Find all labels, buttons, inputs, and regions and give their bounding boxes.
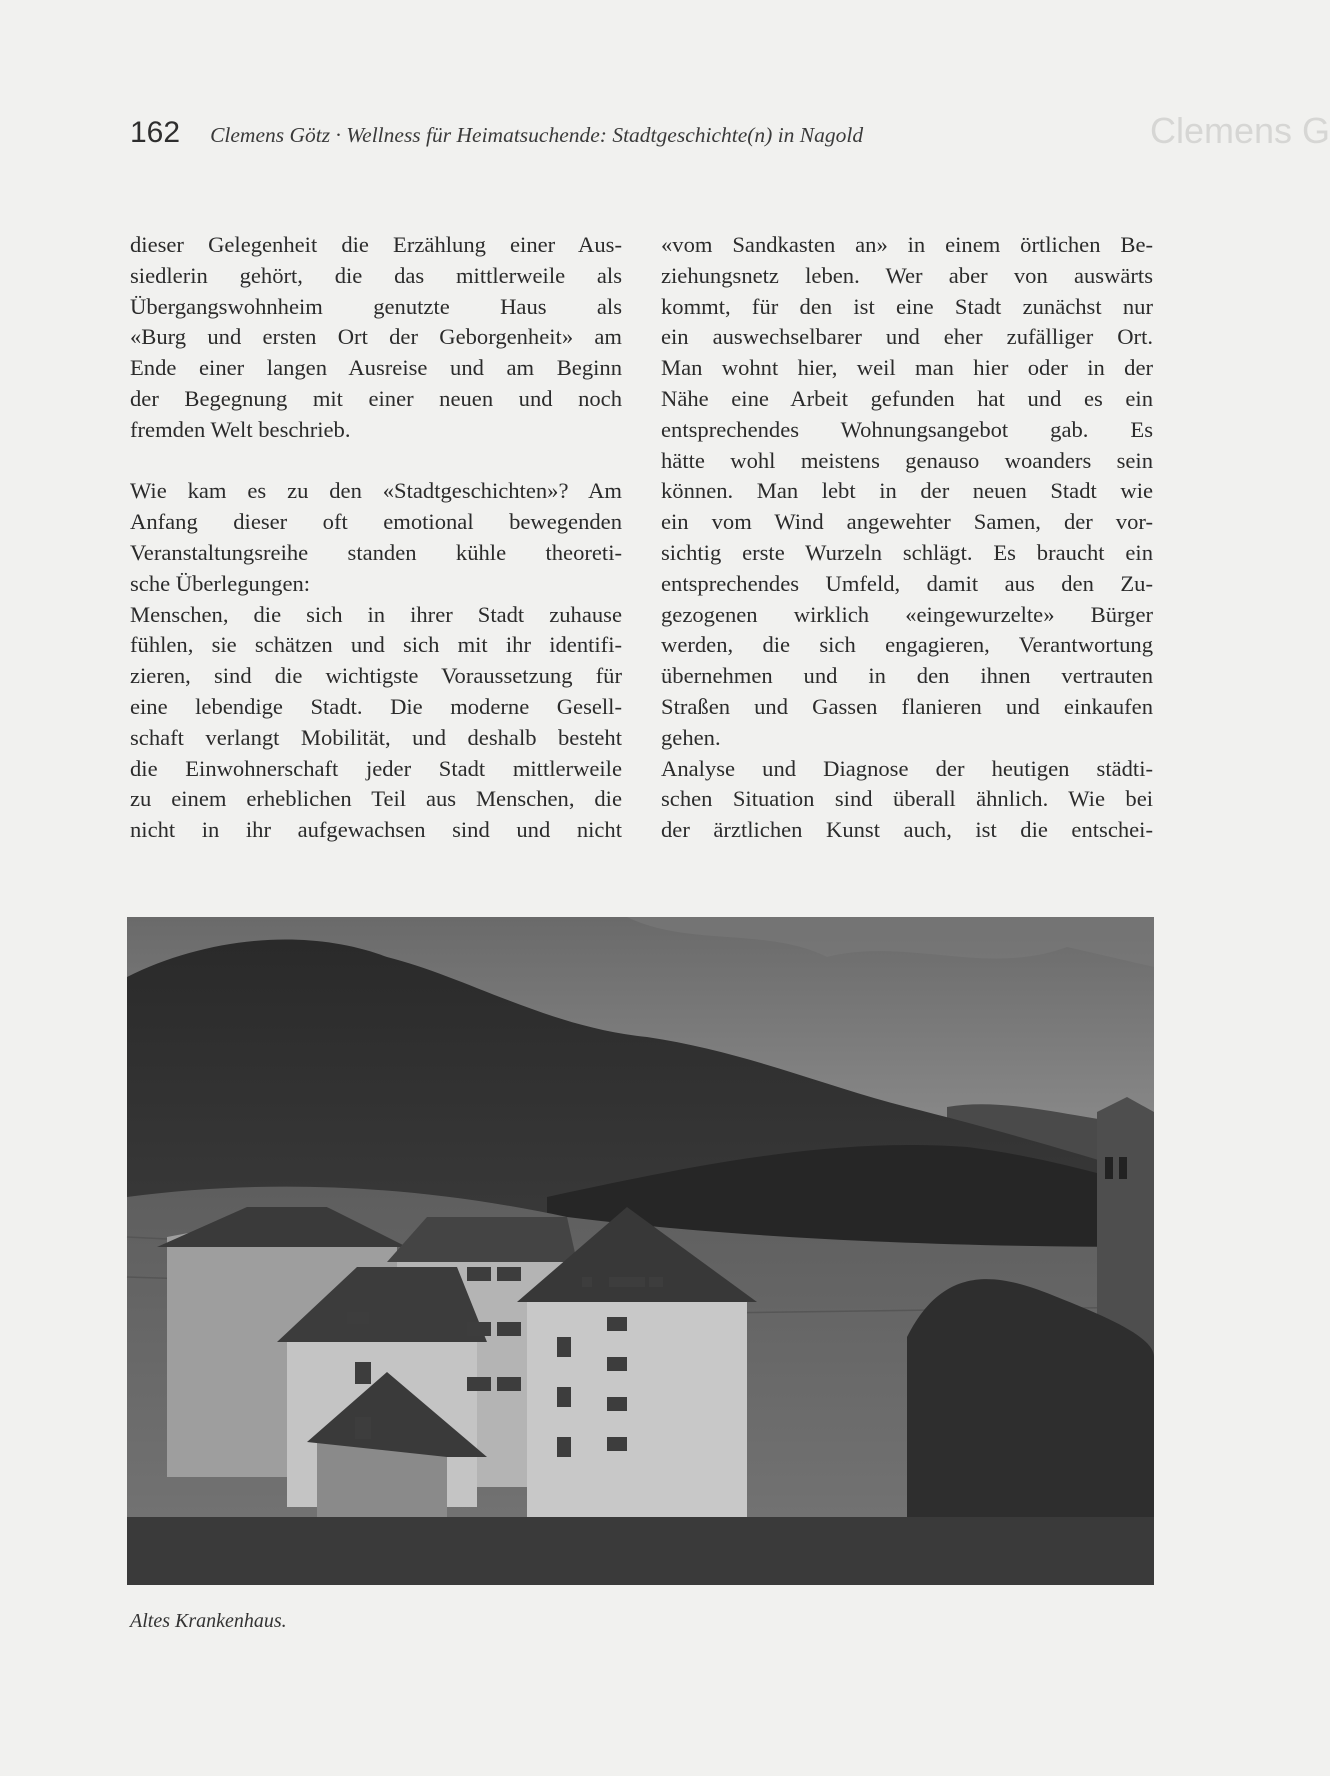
paragraph [661,754,1153,846]
text-line: siedlerin gehört, die das mittlerweile als [130,262,622,288]
text-line: übernehmen und in den ihnen vertrauten [661,663,1153,689]
text-line: ein vom Wind angewehter Samen, der vor- [661,509,1153,535]
paragraph [130,600,622,846]
text-line: Man wohnt hier, weil man hier oder in der [661,355,1153,381]
text-line: fühlen, sie schätzen und sich mit ihr identifi- [130,632,622,658]
text-line: der Begegnung mit einer neuen und noch [130,385,622,411]
left-column [130,230,622,846]
text-line: sichtig erste Wurzeln schlägt. Es braucht ein [661,539,1153,565]
text-line: Wie kam es zu den «Stadtgeschichten»? Am [130,478,622,504]
page-header [130,116,980,156]
text-line: «vom Sandkasten an» in einem örtlichen Be- [661,232,1153,257]
text-line: schen Situation sind überall ähnlich. Wie bei [661,786,1153,812]
text-line: eine lebendige Stadt. Die moderne Gesell- [130,693,622,719]
text-line: entsprechendes Umfeld, damit aus den Zu- [661,570,1153,596]
text-line: gezogenen wirklich «eingewurzelte» Bürger [661,601,1153,627]
text-line: der ärztlichen Kunst auch, ist die entschei- [661,817,1153,843]
text-line: schaft verlangt Mobilität, und deshalb besteht [130,724,622,750]
figure-caption: Altes Krankenhaus. [130,1610,287,1632]
text-line: kommt, für den ist eine Stadt zunächst nur [661,293,1153,319]
text-line: können. Man lebt in der neuen Stadt wie [661,478,1153,504]
text-line: Straßen und Gassen flanieren und einkaufen [661,693,1153,719]
text-line: entsprechendes Wohnungsangebot gab. Es [661,416,1153,442]
text-line: Übergangswohnheim genutzte Haus als [130,293,622,319]
text-line: sche Überlegungen: [130,570,311,596]
text-line: Analyse und Diagnose der heutigen städti- [661,755,1153,781]
text-line: zu einem erheblichen Teil aus Menschen, die [130,786,622,812]
text-line: die Einwohnerschaft jeder Stadt mittlerweile [130,755,622,781]
photo-illustration [127,917,1154,1585]
paragraph [130,230,622,446]
text-line: ein auswechselbarer und eher zufälliger Ort. [661,324,1153,350]
text-line: Veranstaltungsreihe standen kühle theoreti- [130,539,622,565]
text-line: «Burg und ersten Ort der Geborgenheit» am [130,324,622,350]
text-line: fremden Welt beschrieb. [130,416,351,442]
bleed-through: Clemens G [1150,110,1330,151]
text-line: Anfang dieser oft emotional bewegenden [130,509,622,535]
text-line: Menschen, die sich in ihrer Stadt zuhause [130,601,622,627]
paragraph [661,230,1153,754]
text-line: werden, die sich engagieren, Verantwortung [661,632,1153,658]
text-line: dieser Gelegenheit die Erzählung einer Aus- [130,232,622,257]
page-number: 162 [130,116,181,149]
hospital-photograph [127,917,1154,1585]
text-line: ziehungsnetz leben. Wer aber von auswärts [661,262,1153,288]
text-line: Ende einer langen Ausreise und am Beginn [130,355,622,381]
right-column [661,230,1153,846]
running-head: Clemens Götz · Wellness für Heimatsuchende: Stadtgeschichte(n) in Nagold [210,123,864,147]
text-line: Nähe eine Arbeit gefunden hat und es ein [661,385,1153,411]
foreground [127,1517,1154,1585]
text-line: hätte wohl meistens genauso woanders sein [661,447,1153,473]
paragraph [130,476,622,599]
text-line: nicht in ihr aufgewachsen sind und nicht [130,817,622,843]
text-line: zieren, sind die wichtigste Voraussetzung für [130,663,622,689]
text-line: gehen. [661,724,721,750]
